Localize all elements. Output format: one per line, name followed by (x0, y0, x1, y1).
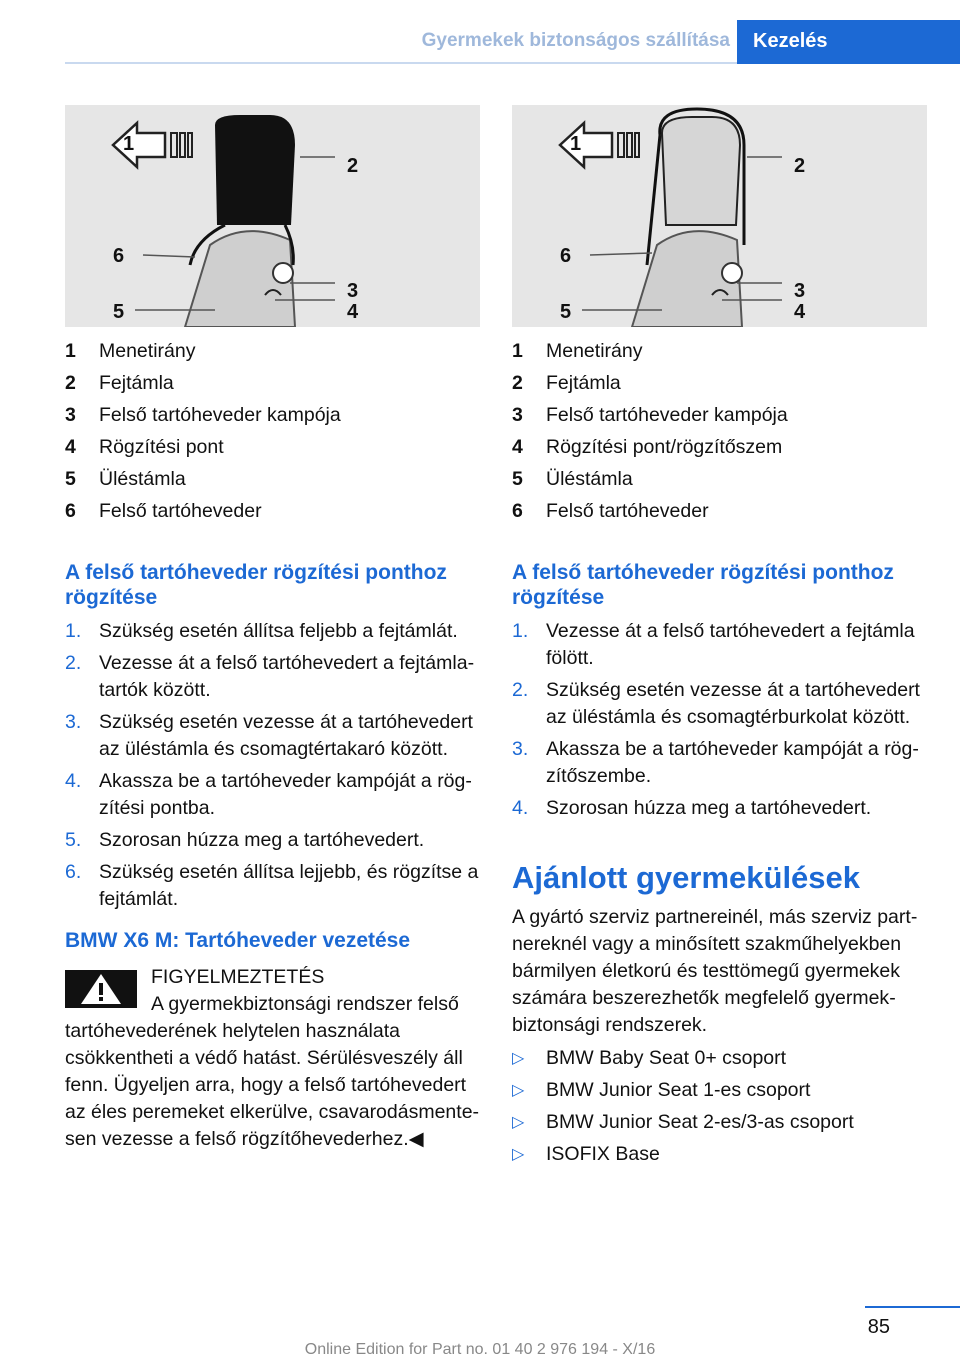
legend-item: 3 Felső tartóheveder kampója (512, 404, 788, 426)
list-item: 4. Szorosan húzza meg a tartóhevedert. (512, 797, 872, 819)
figure-headrest-lowered (65, 105, 480, 327)
callout-5: 5 (560, 301, 572, 323)
big-heading: Ajánlott gyermekülések (512, 860, 861, 895)
section-title: Gyermekek biztonságos szállítása (421, 30, 730, 51)
callout-2: 2 (794, 155, 806, 177)
section-heading: A felső tartóheveder rögzítési ponthoz rögzítése (512, 561, 894, 609)
triangle-bullet-icon: ▷ (512, 1050, 525, 1067)
warning-text: A gyermekbiztonsági rendszer felső tartóhevederének helytelen használata csökkentheti a védő hatást. Sérülésveszély áll fenn. Ügyeljen arra, hogy a felső tartóhevedert az éles peremeket elkerülve, csavarodásmentesen vezesse a felső rögzítőhevederhez.◀ (65, 993, 480, 1150)
callout-6: 6 (113, 245, 125, 267)
callout-1: 1 (570, 133, 582, 155)
page-number: 85 (867, 1316, 890, 1338)
list-item: 2. Szükség esetén vezesse át a tartóhevedert az üléstámla és csomagtérburkolat között. (512, 679, 920, 728)
list-item: ▷ BMW Baby Seat 0+ csoport (512, 1045, 932, 1072)
triangle-bullet-icon: ▷ (512, 1146, 525, 1163)
x6-heading: BMW X6 M: Tartóheveder vezetése (65, 929, 411, 952)
warning-block (65, 964, 485, 1153)
callout-6: 6 (560, 245, 572, 267)
list-item: 6. Szükség esetén állítsa lejjebb, és rögzítse a fejtámlát. (65, 861, 479, 910)
callout-3: 3 (794, 280, 806, 302)
warning-title: FIGYELMEZTETÉS (151, 966, 325, 988)
list-item: ▷ BMW Junior Seat 1-es csoport (512, 1077, 932, 1104)
direction-arrow-icon (113, 123, 165, 167)
legend-item: 1 Menetirány (65, 340, 196, 362)
header-rule (65, 62, 737, 64)
legend-item: 1 Menetirány (512, 340, 643, 362)
figure-headrest-raised (512, 105, 927, 327)
recommended-seats (512, 860, 932, 1173)
legend-item: 2 Fejtámla (65, 372, 174, 394)
direction-arrow-icon (560, 123, 612, 167)
steps-list (65, 618, 485, 913)
legend-item: 3 Felső tartóheveder kampója (65, 404, 341, 426)
list-item: 4. Akassza be a tartóheveder kampóját a rögzítési pontba. (65, 770, 472, 819)
legend-right (512, 338, 932, 530)
legend-item: 4 Rögzítési pont/rögzítőszem (512, 436, 783, 458)
legend-item: 2 Fejtámla (512, 372, 621, 394)
callout-2: 2 (347, 155, 359, 177)
section-heading: A felső tartóheveder rögzítési ponthoz rögzítése (65, 561, 447, 609)
edition-note: Online Edition for Part no. 01 40 2 976 194 - X/16 (304, 1341, 656, 1358)
chapter-tab: Kezelés (737, 20, 960, 64)
callout-1: 1 (123, 133, 135, 155)
steps-list (512, 618, 932, 822)
x6-section (65, 928, 485, 953)
legend-item: 6 Felső tartóheveder (512, 500, 709, 522)
headrest-shape (215, 115, 295, 225)
list-item: ▷ BMW Junior Seat 2-es/3-as csoport (512, 1109, 932, 1136)
legend-left (65, 338, 485, 530)
intro-paragraph: A gyártó szerviz partnereinél, más szerviz partnereknél vagy a minősített szakműhelyekben bármilyen életkorú és testtömegű gyermekek számára beszerezhetők megfelelő gyermekbiztonsági rendszerek. (512, 906, 918, 1036)
legend-item: 4 Rögzítési pont (65, 436, 224, 458)
triangle-bullet-icon: ▷ (512, 1082, 525, 1099)
right-instructions (512, 560, 932, 827)
callout-5: 5 (113, 301, 125, 323)
list-item: 1. Szükség esetén állítsa feljebb a fejtámlát. (65, 620, 458, 642)
list-item: 5. Szorosan húzza meg a tartóhevedert. (65, 829, 425, 851)
list-item: 2. Vezesse át a felső tartóhevedert a fejtámlatartók között. (65, 652, 475, 701)
list-item: 3. Szükség esetén vezesse át a tartóhevedert az üléstámla és csomagtértakaró között. (65, 711, 473, 760)
legend-item: 5 Üléstámla (65, 468, 186, 490)
list-item: 3. Akassza be a tartóheveder kampóját a rögzítőszembe. (512, 738, 919, 787)
legend-item: 5 Üléstámla (512, 468, 633, 490)
legend-item: 6 Felső tartóheveder (65, 500, 262, 522)
seat-list (512, 1045, 932, 1168)
left-instructions (65, 560, 485, 918)
list-item: ▷ ISOFIX Base (512, 1141, 932, 1168)
callout-3: 3 (347, 280, 359, 302)
warning-icon (65, 970, 137, 1008)
headrest-shape (662, 117, 740, 225)
callout-4: 4 (347, 301, 359, 323)
list-item: 1. Vezesse át a felső tartóhevedert a fejtámla fölött. (512, 620, 915, 669)
triangle-bullet-icon: ▷ (512, 1114, 525, 1131)
callout-4: 4 (794, 301, 806, 323)
footer-rule (865, 1306, 960, 1308)
